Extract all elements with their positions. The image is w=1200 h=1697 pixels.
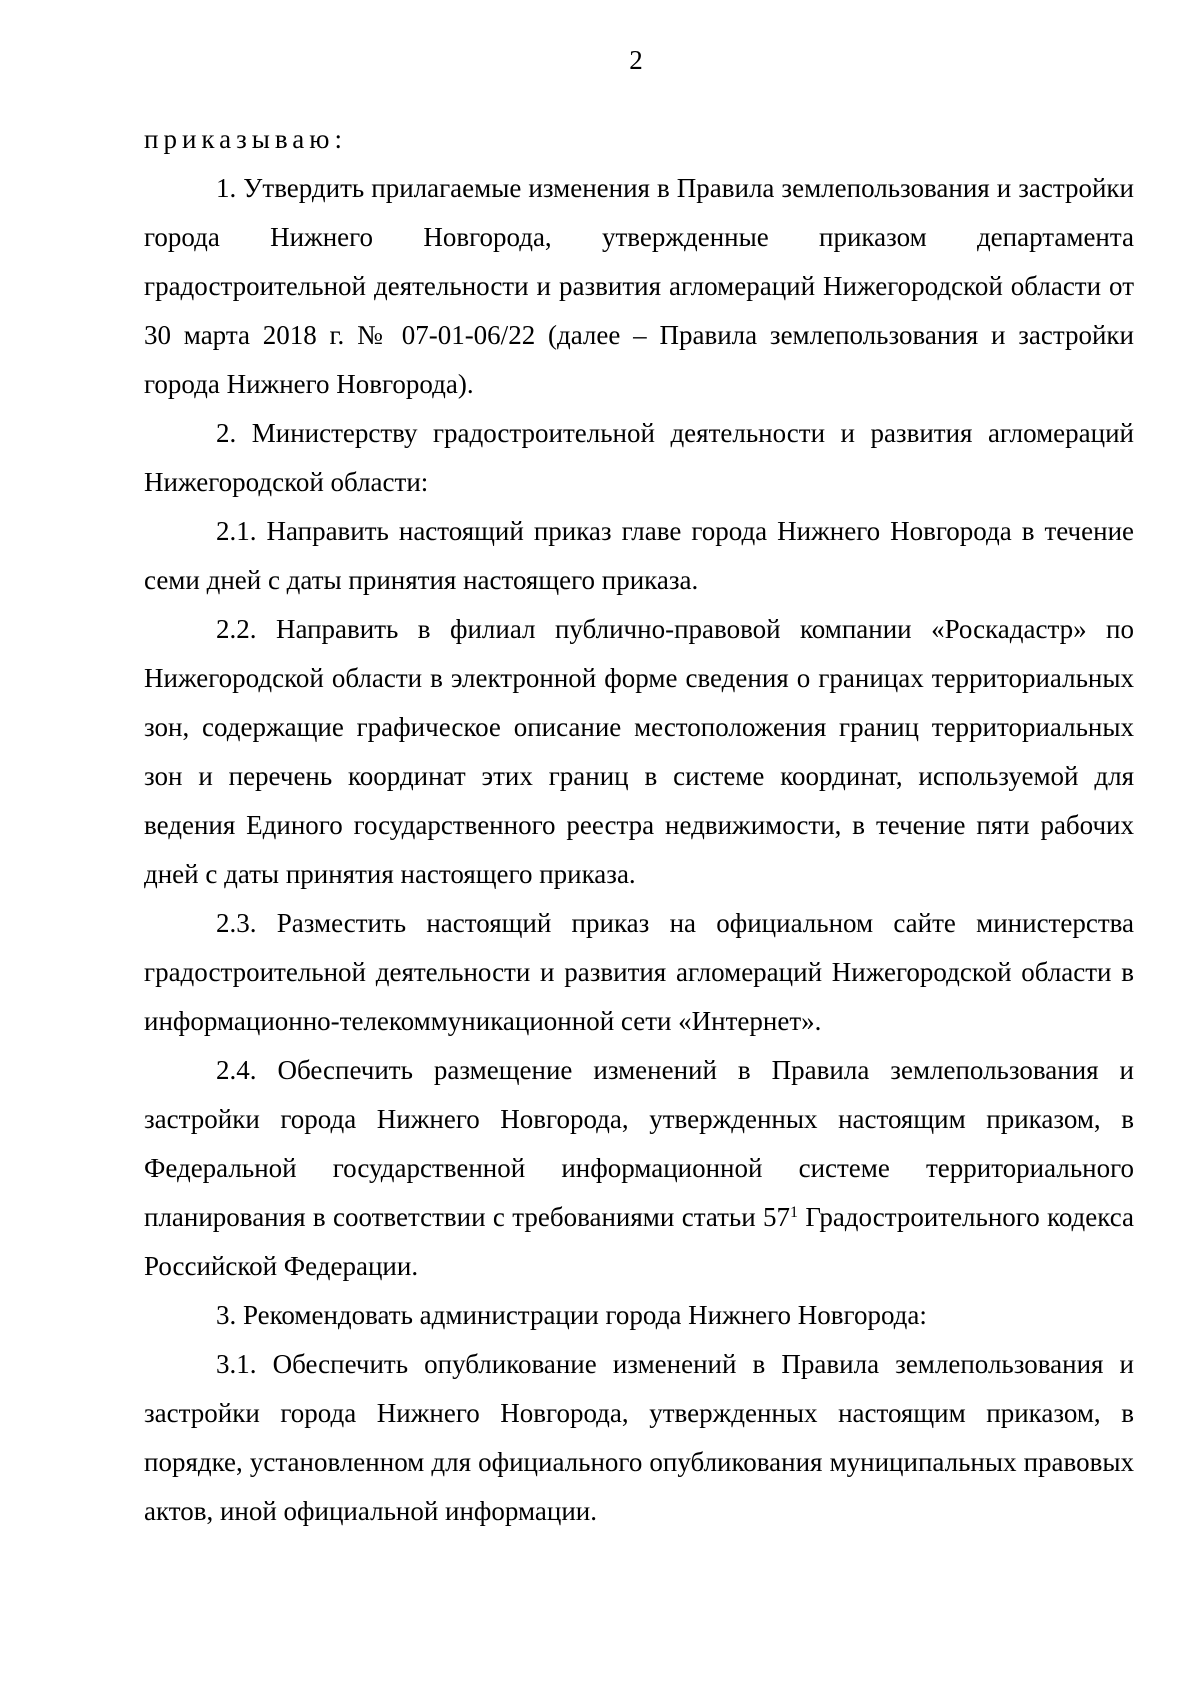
- paragraph-1: 1. Утвердить прилагаемые изменения в Правила землепользования и застройки города Нижнего Новгорода, утвержденные приказом департамента градостроительной деятельности и развития агломераций Нижегородской области от 30 марта 2018 г. № 07-01-06/22 (далее – Правила землепользования и застройки города Нижнего Новгорода).: [144, 173, 1134, 399]
- page-number: 2: [629, 45, 643, 75]
- paragraph-2-4: [144, 1046, 1134, 1291]
- order-lead-word: приказываю:: [144, 124, 347, 154]
- paragraph-2-4-text-before: 2.4. Обеспечить размещение изменений в Правила землепользования и застройки города Нижнего Новгорода, утвержденных настоящим приказом, в Федеральной государственной информационной системе территориального планирования в соответствии с требованиями статьи 57: [144, 1055, 1134, 1232]
- paragraph-2-2: 2.2. Направить в филиал публично-правовой компании «Роскадастр» по Нижегородской области в электронной форме сведения о границах территориальных зон, содержащие графическое описание местоположения границ территориальных зон и перечень координат этих границ в системе координат, используемой для ведения Единого государственного реестра недвижимости, в течение пяти рабочих дней с даты принятия настоящего приказа.: [144, 614, 1134, 889]
- paragraph-3-1: 3.1. Обеспечить опубликование изменений в Правила землепользования и застройки города Нижнего Новгорода, утвержденных настоящим приказом, в порядке, установленном для официального опубликования муниципальных правовых актов, иной официальной информации.: [144, 1349, 1134, 1526]
- paragraph-2-4-text-after: Градостроительного кодекса Российской Федерации.: [144, 1202, 1134, 1281]
- paragraph-2-1: 2.1. Направить настоящий приказ главе города Нижнего Новгорода в течение семи дней с даты принятия настоящего приказа.: [144, 516, 1134, 595]
- document-body: [144, 115, 1134, 1536]
- paragraph-3: 3. Рекомендовать администрации города Нижнего Новгорода:: [216, 1300, 927, 1330]
- article-superscript: 1: [790, 1204, 799, 1221]
- paragraph-2: 2. Министерству градостроительной деятельности и развития агломераций Нижегородской области:: [144, 418, 1134, 497]
- paragraph-2-3: 2.3. Разместить настоящий приказ на официальном сайте министерства градостроительной деятельности и развития агломераций Нижегородской области в информационно-телекоммуникационной сети «Интернет».: [144, 908, 1134, 1036]
